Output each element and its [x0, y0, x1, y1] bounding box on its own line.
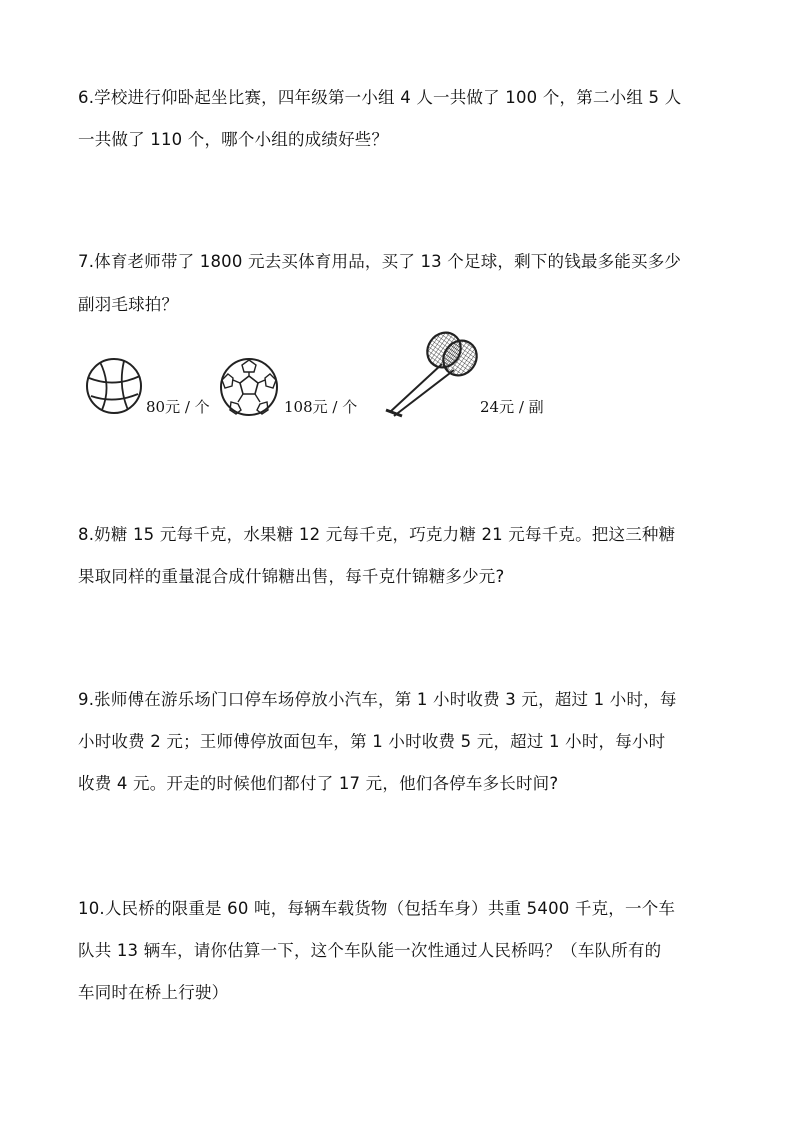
problem-8-line-1: 8.奶糖 15 元每千克，水果糖 12 元每千克，巧克力糖 21 元每千克。把这三种糖: [78, 525, 676, 544]
soccer-ball-price: 108元 / 个: [284, 398, 358, 416]
problem-7-line-1: 7.体育老师带了 1800 元去买体育用品，买了 13 个足球，剩下的钱最多能买多少: [78, 252, 682, 271]
problem-10-line-1: 10.人民桥的限重是 60 吨，每辆车载货物（包括车身）共重 5400 千克，一个车: [78, 899, 676, 918]
price-illustration: [82, 336, 602, 422]
problem-9-line-1: 9.张师傅在游乐场门口停车场停放小汽车，第 1 小时收费 3 元，超过 1 小时，每: [78, 690, 677, 709]
basketball-icon: [84, 356, 144, 416]
problem-8-line-2: 果取同样的重量混合成什锦糖出售，每千克什锦糖多少元?: [78, 567, 505, 586]
badminton-rackets-price: 24元 / 副: [480, 398, 544, 416]
basketball-price: 80元 / 个: [146, 398, 210, 416]
problem-6-line-2: 一共做了 110 个，哪个小组的成绩好些？: [78, 130, 389, 149]
problem-9-line-3: 收费 4 元。开走的时候他们都付了 17 元，他们各停车多长时间?: [78, 774, 559, 793]
problem-10-line-3: 车同时在桥上行驶）: [78, 983, 229, 1002]
badminton-rackets-icon: [372, 328, 492, 420]
soccer-ball-icon: [218, 356, 280, 418]
problem-7-line-2: 副羽毛球拍？: [78, 295, 179, 314]
problem-6-line-1: 6.学校进行仰卧起坐比赛，四年级第一小组 4 人一共做了 100 个，第二小组 5 人: [78, 88, 682, 107]
problem-9-line-2: 小时收费 2 元；王师傅停放面包车，第 1 小时收费 5 元，超过 1 小时，每小时: [78, 732, 666, 751]
problem-10-line-2: 队共 13 辆车，请你估算一下，这个车队能一次性通过人民桥吗？（车队所有的: [78, 941, 662, 960]
